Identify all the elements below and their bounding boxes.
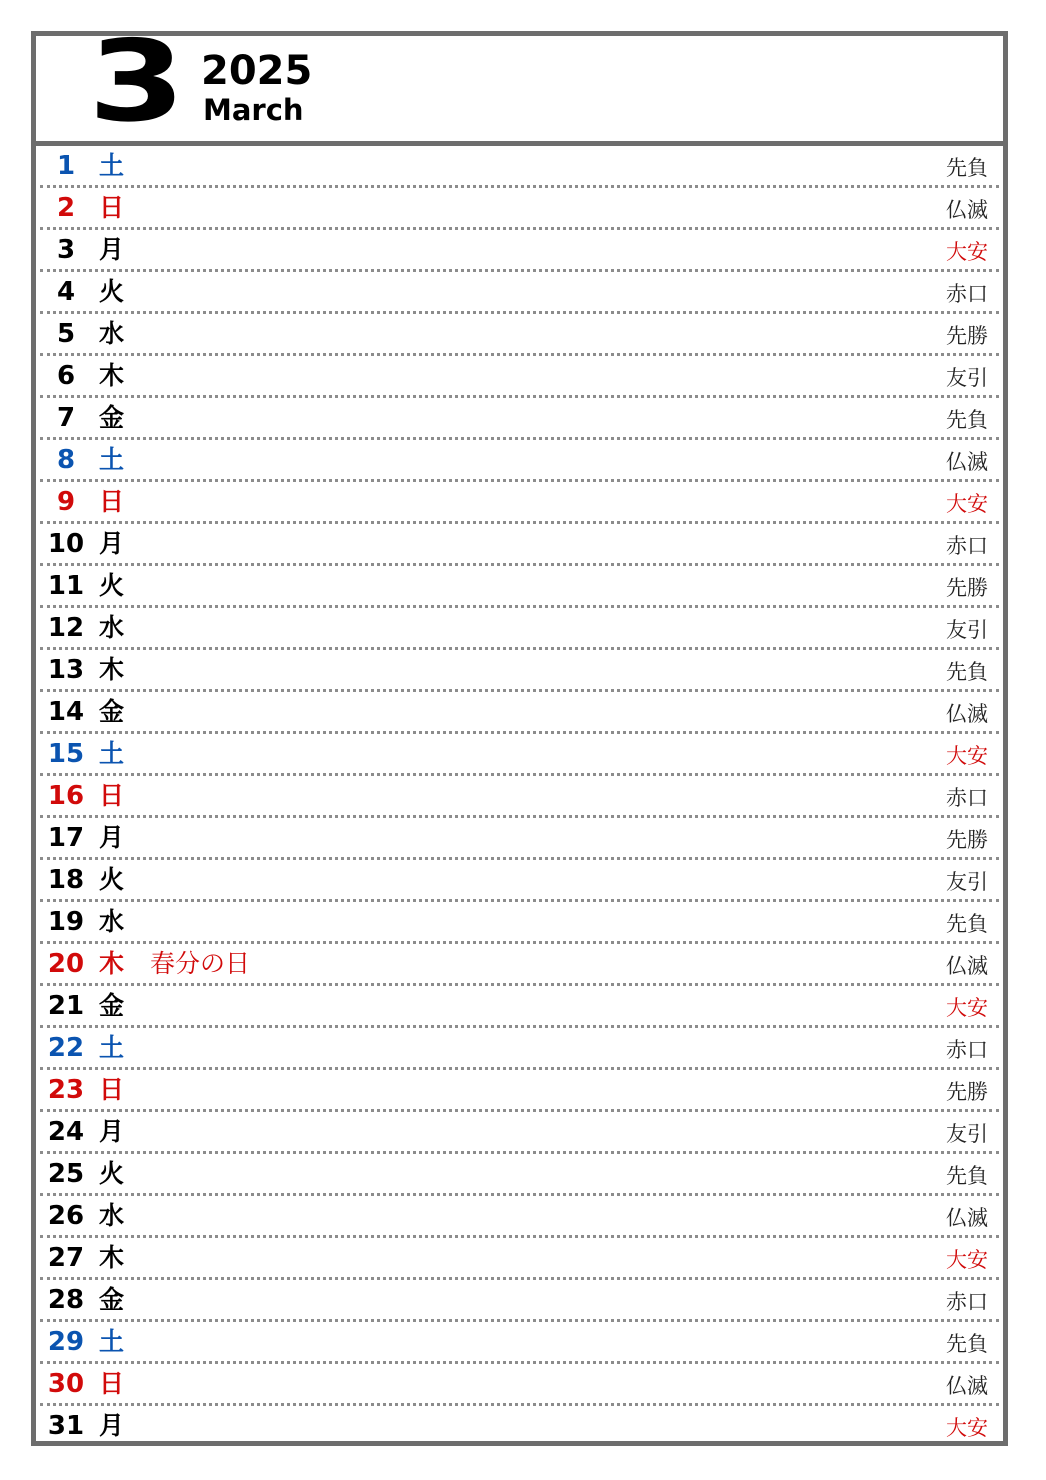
day-row: [36, 440, 1003, 482]
day-row: [36, 944, 1003, 986]
day-row: [36, 902, 1003, 944]
day-weekday: 木: [99, 1243, 125, 1272]
day-number: 11: [47, 571, 85, 601]
day-weekday: 水: [99, 907, 125, 936]
day-row: [36, 1196, 1003, 1238]
day-row: [36, 1070, 1003, 1112]
day-number: 22: [47, 1033, 85, 1063]
day-weekday: 木: [99, 949, 125, 978]
year-label: 2025: [201, 48, 313, 94]
day-weekday: 月: [99, 529, 125, 558]
day-row: [36, 146, 1003, 188]
day-number: 9: [56, 487, 76, 517]
day-weekday: 月: [99, 235, 125, 264]
rokuyo-label: 大安: [946, 996, 988, 1020]
day-weekday: 月: [99, 823, 125, 852]
rokuyo-label: 先負: [946, 156, 988, 180]
day-row: [36, 1364, 1003, 1406]
day-number: 17: [47, 823, 85, 853]
day-weekday: 日: [99, 1075, 125, 1104]
day-weekday: 金: [99, 403, 125, 432]
rokuyo-label: 大安: [946, 744, 988, 768]
day-number: 10: [47, 529, 85, 559]
day-weekday: 日: [99, 193, 125, 222]
day-weekday: 金: [99, 1285, 125, 1314]
rokuyo-label: 先負: [946, 408, 988, 432]
day-number: 5: [56, 319, 76, 349]
day-row: [36, 1028, 1003, 1070]
rokuyo-label: 赤口: [946, 1290, 988, 1314]
day-row: [36, 986, 1003, 1028]
rokuyo-label: 先勝: [946, 1080, 988, 1104]
day-number: 21: [47, 991, 85, 1021]
day-weekday: 火: [99, 865, 125, 894]
day-row: [36, 1406, 1003, 1448]
day-weekday: 水: [99, 1201, 125, 1230]
day-row: [36, 230, 1003, 272]
rokuyo-label: 友引: [946, 618, 988, 642]
day-number: 25: [47, 1159, 85, 1189]
rokuyo-label: 大安: [946, 492, 988, 516]
day-row: [36, 692, 1003, 734]
day-weekday: 水: [99, 613, 125, 642]
day-row: [36, 272, 1003, 314]
day-row: [36, 524, 1003, 566]
rokuyo-label: 先勝: [946, 576, 988, 600]
day-number: 16: [47, 781, 85, 811]
day-row: [36, 1238, 1003, 1280]
rokuyo-label: 大安: [946, 1248, 988, 1272]
rokuyo-label: 仏滅: [946, 1374, 988, 1398]
rokuyo-label: 友引: [946, 1122, 988, 1146]
rokuyo-label: 先負: [946, 1332, 988, 1356]
day-number: 14: [47, 697, 85, 727]
day-number: 12: [47, 613, 85, 643]
rokuyo-label: 友引: [946, 870, 988, 894]
day-number: 18: [47, 865, 85, 895]
day-row: [36, 356, 1003, 398]
rokuyo-label: 仏滅: [946, 450, 988, 474]
day-number: 7: [56, 403, 76, 433]
day-row: [36, 650, 1003, 692]
day-weekday: 火: [99, 1159, 125, 1188]
rokuyo-label: 赤口: [946, 282, 988, 306]
rokuyo-label: 友引: [946, 366, 988, 390]
day-weekday: 日: [99, 487, 125, 516]
rokuyo-label: 赤口: [946, 786, 988, 810]
rokuyo-label: 先負: [946, 1164, 988, 1188]
day-number: 30: [47, 1369, 85, 1399]
month-name-label: March: [203, 93, 304, 127]
day-number: 31: [47, 1411, 85, 1441]
rokuyo-label: 仏滅: [946, 702, 988, 726]
rokuyo-label: 先負: [946, 912, 988, 936]
day-weekday: 日: [99, 1369, 125, 1398]
day-row: [36, 608, 1003, 650]
day-row: [36, 188, 1003, 230]
day-weekday: 日: [99, 781, 125, 810]
day-number: 8: [56, 445, 76, 475]
day-row: [36, 860, 1003, 902]
day-weekday: 土: [99, 739, 125, 768]
day-number: 28: [47, 1285, 85, 1315]
day-row: [36, 314, 1003, 356]
day-number: 3: [56, 235, 76, 265]
rokuyo-label: 先勝: [946, 324, 988, 348]
day-number: 27: [47, 1243, 85, 1273]
day-row: [36, 776, 1003, 818]
day-weekday: 土: [99, 1327, 125, 1356]
day-row: [36, 1154, 1003, 1196]
rokuyo-label: 仏滅: [946, 198, 988, 222]
day-weekday: 水: [99, 319, 125, 348]
rokuyo-label: 赤口: [946, 534, 988, 558]
day-number: 15: [47, 739, 85, 769]
day-row: [36, 398, 1003, 440]
rokuyo-label: 先勝: [946, 828, 988, 852]
holiday-name: 春分の日: [150, 949, 251, 978]
day-number: 13: [47, 655, 85, 685]
day-number: 26: [47, 1201, 85, 1231]
rokuyo-label: 仏滅: [946, 954, 988, 978]
day-number: 6: [56, 361, 76, 391]
day-weekday: 木: [99, 361, 125, 390]
day-list: [36, 146, 1003, 1448]
rokuyo-label: 仏滅: [946, 1206, 988, 1230]
day-number: 2: [56, 193, 76, 223]
rokuyo-label: 大安: [946, 1416, 988, 1440]
day-row: [36, 734, 1003, 776]
day-weekday: 木: [99, 655, 125, 684]
day-weekday: 土: [99, 1033, 125, 1062]
day-weekday: 土: [99, 445, 125, 474]
month-number: 3: [88, 17, 186, 147]
calendar-header: [36, 17, 1003, 147]
day-weekday: 金: [99, 697, 125, 726]
day-number: 29: [47, 1327, 85, 1357]
day-weekday: 火: [99, 277, 125, 306]
rokuyo-label: 先負: [946, 660, 988, 684]
day-weekday: 月: [99, 1117, 125, 1146]
day-row: [36, 1322, 1003, 1364]
day-row: [36, 482, 1003, 524]
day-row: [36, 1112, 1003, 1154]
rokuyo-label: 大安: [946, 240, 988, 264]
rokuyo-label: 赤口: [946, 1038, 988, 1062]
day-number: 1: [56, 151, 76, 181]
day-row: [36, 1280, 1003, 1322]
day-weekday: 月: [99, 1411, 125, 1440]
day-weekday: 金: [99, 991, 125, 1020]
day-weekday: 土: [99, 151, 125, 180]
day-number: 20: [47, 949, 85, 979]
day-row: [36, 818, 1003, 860]
day-weekday: 火: [99, 571, 125, 600]
day-number: 4: [56, 277, 76, 307]
day-number: 23: [47, 1075, 85, 1105]
day-number: 19: [47, 907, 85, 937]
day-row: [36, 566, 1003, 608]
day-number: 24: [47, 1117, 85, 1147]
calendar-frame: [31, 17, 1008, 1446]
